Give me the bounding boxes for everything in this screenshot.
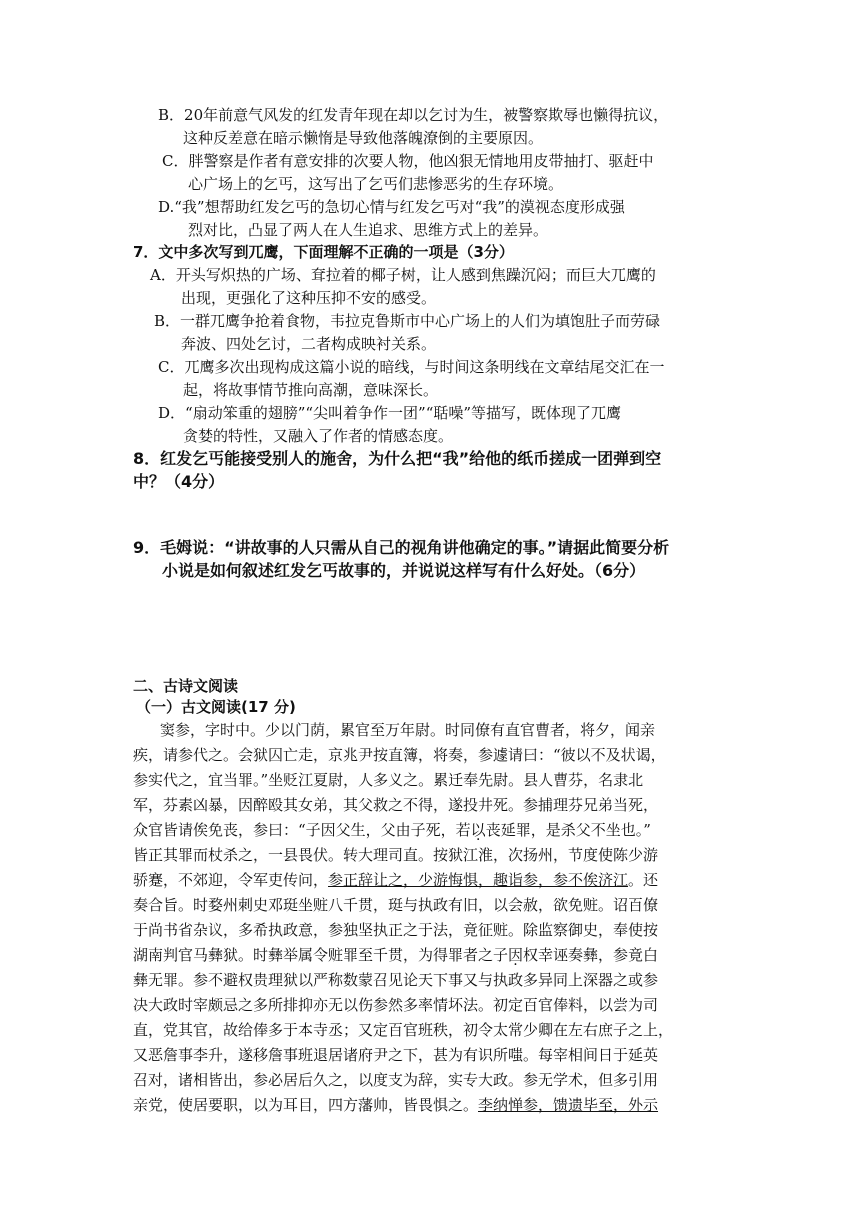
passage-line-10 <box>133 948 658 963</box>
q6-option-d-line2: 烈对比，凸显了两人在人生追求、思维方式上的差异。 <box>188 221 549 239</box>
q8-line1: 8．红发乞丐能接受别人的施舍，为什么把“我”给他的纸币搓成一团弹到空 <box>133 449 662 468</box>
passage-line-1: 窦参，字时中。少以门荫，累官至万年尉。时同僚有直官曹者，将夕，闻亲 <box>160 721 656 739</box>
q7-option-c-line1: C．兀鹰多次出现构成这篇小说的暗线，与时间这条明线在文章结尾交汇在一 <box>158 358 665 376</box>
unpunctuated-sentence-part-1: 参不避权贵理狱以严称数蒙召见论天下事又与执政多异同上深器之或参 <box>193 971 659 989</box>
passage-line-3: 参实代之，宜当罪。”坐贬江夏尉，人多义之。累迁奉先尉。县人曹芬，名隶北 <box>133 771 644 789</box>
q7-option-b-line2: 奔波、四处乞讨，二者构成映衬关系。 <box>181 335 437 353</box>
q6-option-b-line2: 这种反差意在暗示懒惰是导致他落魄潦倒的主要原因。 <box>183 129 544 147</box>
q7-stem: 7．文中多次写到兀鹰，下面理解不正确的一项是（3分） <box>133 243 514 261</box>
underlined-sentence-2: 李纳惮参，馈遗毕至，外示 <box>478 1096 659 1114</box>
underlined-sentence-1: 参正辞让之，少游悔惧，趣诣参，参不俟济江 <box>328 871 629 889</box>
passage-line-8: 奏合旨。时婺州刺史邓珽坐赃八千贯，珽与执政有旧，以会赦，欲免赃。诏百僚 <box>133 896 659 914</box>
section-subtitle: （一）古文阅读(17 分) <box>136 698 296 716</box>
q7-option-a-line1: A．开头写炽热的广场、耷拉着的椰子树，让人感到焦躁沉闷；而巨大兀鹰的 <box>150 266 656 284</box>
unpunctuated-sentence-part-2: 决大政时宰颇忌之多所排抑亦无以伤参然多率情坏法 <box>133 996 479 1014</box>
q6-option-c-line1: C．胖警察是作者有意安排的次要人物，他凶狠无情地用皮带抽打、驱赶中 <box>162 152 654 170</box>
q8-line2: 中？（4分） <box>133 472 225 491</box>
q9-line2: 小说是如何叙述红发乞丐故事的，并说说这样写有什么好处。（6分） <box>162 561 646 580</box>
passage-line-15: 召对，诸相皆出，参必居后久之，以度支为辞，实专大政。参无学术，但多引用 <box>133 1071 659 1089</box>
passage-line-6: 皆正其罪而杖杀之，一县畏伏。转大理司直。按狱江淮，次扬州，节度使陈少游 <box>133 846 659 864</box>
passage-line-7-text-a: 骄蹇，不郊迎，令军吏传问， <box>133 871 329 889</box>
passage-line-12-text: 。初定百官俸料，以尝为司 <box>478 996 659 1014</box>
passage-line-11-text: 彝无罪。 <box>133 971 194 989</box>
passage-line-2: 疾，请参代之。会狱囚亡走，京兆尹按直簿，将奏，参遽请曰：“彼以不及状谒， <box>133 746 666 764</box>
passage-line-14: 又恶詹事李升，遂移詹事班退居诸府尹之下，甚为有识所嗤。每宰相间日于延英 <box>133 1046 659 1064</box>
passage-line-16-text: 亲党，使居要职，以为耳目，四方藩帅，皆畏惧之。 <box>133 1096 479 1114</box>
passage-line-5-text-a: 众官皆请俟免丧，参曰：“子因父生，父由子死，若 <box>133 821 471 839</box>
q7-option-d-line2: 贪婪的特性，又融入了作者的情感态度。 <box>183 427 454 445</box>
q7-option-c-line2: 起，将故事情节推向高潮，意味深长。 <box>183 381 439 399</box>
passage-line-5-text-b: 丧延罪，是杀父不坐也。” <box>485 821 651 839</box>
passage-line-11 <box>133 973 658 988</box>
q9-line1: 9．毛姆说：“讲故事的人只需从自己的视角讲他确定的事。”请据此简要分析 <box>133 538 670 557</box>
passage-line-7-text-b: 。还 <box>628 871 659 889</box>
q7-option-a-line2: 出现，更强化了这种压抑不安的感受。 <box>181 289 437 307</box>
q7-option-d-line1: D．“扇动笨重的翅膀”“尖叫着争作一团”“聒噪”等描写，既体现了兀鹰 <box>158 404 622 422</box>
q7-option-b-line1: B．一群兀鹰争抢着食物，韦拉克鲁斯市中心广场上的人们为填饱肚子而劳碌 <box>154 312 661 330</box>
passage-line-10-text-a: 湖南判官马彝狱。时彝举属令赃罪至千贯，为得罪者之子 <box>133 946 509 964</box>
passage-line-7 <box>133 873 658 888</box>
q6-option-c-line2: 心广场上的乞丐，这写出了乞丐们悲惨恶劣的生存环境。 <box>188 175 564 193</box>
dotted-word-yin: 因 <box>508 946 524 964</box>
passage-line-4: 军，芬素凶暴，因醉殴其女弟，其父救之不得，遂投井死。参捕理芬兄弟当死， <box>133 796 659 814</box>
q6-option-b-line1: B．20年前意气风发的红发青年现在却以乞讨为生，被警察欺辱也懒得抗议， <box>158 106 669 124</box>
passage-line-16 <box>133 1098 658 1113</box>
q6-option-d-line1: D.“我”想帮助红发乞丐的急切心情与红发乞丐对“我”的漠视态度形成强 <box>158 198 625 216</box>
passage-line-13: 直，党其官，故给俸多于本寺丞；又定百官班秩，初令太常少卿在左右庶子之上， <box>133 1021 674 1039</box>
passage-line-10-text-b: 权幸诬奏彝，参竟白 <box>523 946 659 964</box>
passage-line-9: 于尚书省杂议，多希执政意，参独坚执正之于法，竟征赃。除监察御史，奉使按 <box>133 921 659 939</box>
passage-line-12 <box>133 998 658 1013</box>
dotted-word-yi: 以 <box>470 821 486 839</box>
passage-line-5 <box>133 823 651 838</box>
section-title: 二、古诗文阅读 <box>133 677 239 695</box>
